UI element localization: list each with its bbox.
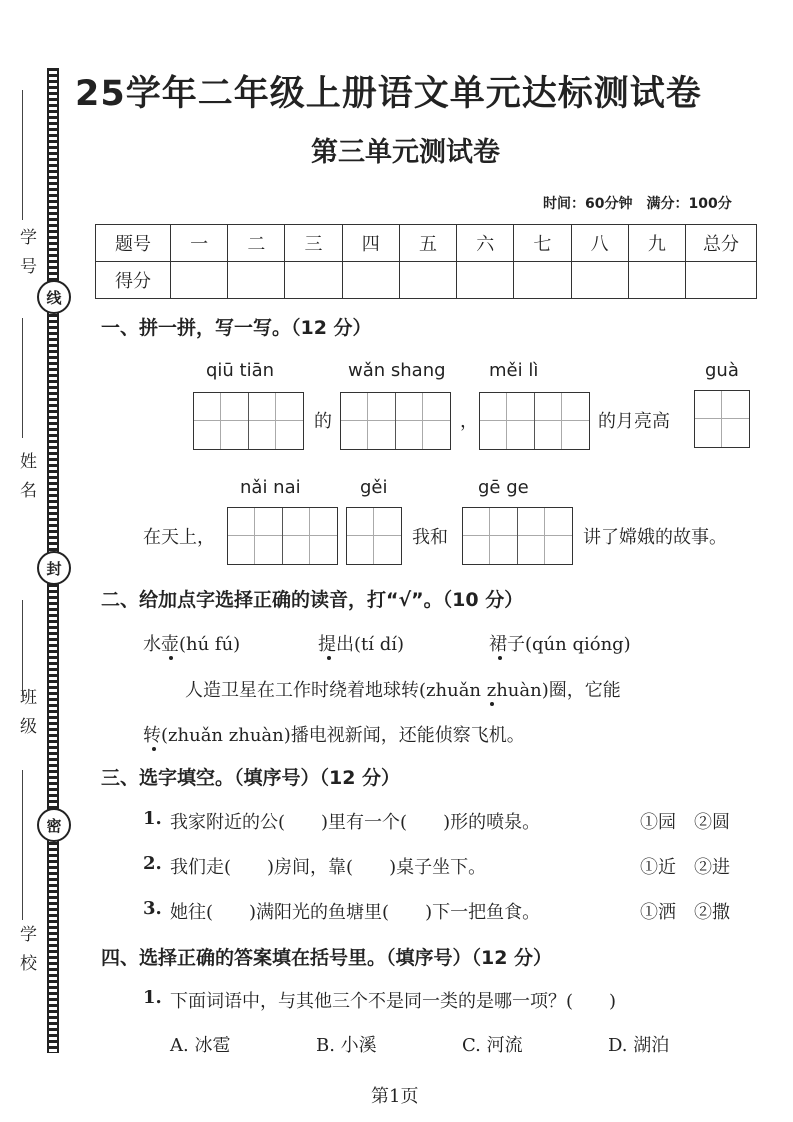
score-input-cell[interactable] — [457, 262, 514, 299]
q2-item-shuihu[interactable]: 水壶(hú fú) — [143, 634, 241, 655]
school-line — [22, 770, 23, 920]
score-input-cell[interactable] — [686, 262, 757, 299]
time-info: 时间：60分钟 满分：100分 — [543, 196, 732, 212]
score-input-cell[interactable] — [285, 262, 342, 299]
grid-cell[interactable] — [535, 393, 589, 449]
q1-text-moon: 的月亮高 — [598, 411, 670, 432]
writing-grid-gei[interactable] — [346, 507, 402, 565]
emphasis-dot — [490, 702, 494, 706]
school-label: 学校 — [16, 925, 36, 983]
table-cell: 六 — [457, 225, 514, 262]
emphasis-dot — [169, 656, 173, 660]
pinyin-wanshang: wǎn shang — [348, 360, 446, 381]
score-input-cell[interactable] — [171, 262, 228, 299]
q4-option-b[interactable]: B. 小溪 — [316, 1035, 377, 1056]
score-input-cell[interactable] — [628, 262, 685, 299]
score-input-cell[interactable] — [399, 262, 456, 299]
page-subtitle: 第三单元测试卷 — [311, 137, 500, 168]
q4-item-number: 1. — [143, 987, 162, 1008]
q3-item-options: ①洒 ②撒 — [640, 902, 730, 923]
q1-text-comma: ， — [460, 411, 478, 432]
grid-cell[interactable] — [347, 508, 401, 564]
q4-heading: 四、选择正确的答案填在括号里。（填序号）（12 分） — [101, 947, 553, 969]
q1-text-de: 的 — [314, 411, 332, 432]
q2-sentence-line1[interactable]: 人造卫星在工作时绕着地球转(zhuǎn zhuàn)圈，它能 — [185, 680, 621, 701]
grid-cell[interactable] — [396, 393, 450, 449]
table-row — [96, 262, 757, 299]
pinyin-nainai: nǎi nai — [240, 477, 301, 498]
pinyin-gua: guà — [705, 360, 739, 381]
writing-grid-qiutian[interactable] — [193, 392, 304, 450]
writing-grid-wanshang[interactable] — [340, 392, 451, 450]
q2-item-tichu[interactable]: 提出(tí dí) — [318, 634, 405, 655]
table-cell: 得分 — [96, 262, 171, 299]
writing-grid-nainai[interactable] — [227, 507, 338, 565]
class-label: 班级 — [16, 688, 36, 746]
q3-item-options: ①园 ②圆 — [640, 812, 730, 833]
q3-item-number: 1. — [143, 808, 162, 829]
q1-text-wohe: 我和 — [412, 527, 448, 548]
name-label: 姓名 — [16, 452, 36, 510]
grid-cell[interactable] — [194, 393, 249, 449]
q4-option-d[interactable]: D. 湖泊 — [608, 1035, 670, 1056]
q4-option-a[interactable]: A. 冰雹 — [170, 1035, 231, 1056]
q3-item-text[interactable]: 她往( )满阳光的鱼塘里( )下一把鱼食。 — [170, 902, 541, 923]
pinyin-gege: gē ge — [478, 477, 529, 498]
table-cell: 四 — [342, 225, 399, 262]
grid-cell[interactable] — [228, 508, 283, 564]
score-input-cell[interactable] — [228, 262, 285, 299]
table-cell: 七 — [514, 225, 571, 262]
grid-cell[interactable] — [249, 393, 303, 449]
name-line — [22, 318, 23, 438]
q3-item-number: 3. — [143, 898, 162, 919]
class-line — [22, 600, 23, 695]
pinyin-meili: měi lì — [489, 360, 539, 381]
seal-circle-mi: 密 — [37, 808, 71, 842]
score-input-cell[interactable] — [342, 262, 399, 299]
table-cell: 题号 — [96, 225, 171, 262]
q1-heading: 一、拼一拼，写一写。（12 分） — [101, 317, 372, 339]
writing-grid-gua[interactable] — [694, 390, 750, 448]
q3-heading: 三、选字填空。（填序号）（12 分） — [101, 767, 401, 789]
q3-item-text[interactable]: 我们走( )房间，靠( )桌子坐下。 — [170, 857, 487, 878]
score-input-cell[interactable] — [571, 262, 628, 299]
q3-item-options: ①近 ②进 — [640, 857, 730, 878]
table-row — [96, 225, 757, 262]
q2-item-qunzi[interactable]: 裙子(qún qióng) — [489, 634, 631, 655]
q4-item-text[interactable]: 下面词语中，与其他三个不是同一类的是哪一项？( ) — [170, 991, 617, 1012]
student-id-line — [22, 90, 23, 220]
writing-grid-meili[interactable] — [479, 392, 590, 450]
table-cell: 一 — [171, 225, 228, 262]
pinyin-qiutian: qiū tiān — [206, 360, 275, 381]
seal-circle-feng: 封 — [37, 551, 71, 585]
page-title: 25学年二年级上册语文单元达标测试卷 — [75, 74, 702, 114]
emphasis-dot — [327, 656, 331, 660]
student-id-label: 学号 — [16, 228, 36, 286]
grid-cell[interactable] — [463, 508, 518, 564]
table-cell: 五 — [399, 225, 456, 262]
q3-item-text[interactable]: 我家附近的公( )里有一个( )形的喷泉。 — [170, 812, 541, 833]
q2-heading: 二、给加点字选择正确的读音，打“√”。（10 分） — [101, 589, 524, 611]
q2-sentence-line2[interactable]: 转(zhuǎn zhuàn)播电视新闻，还能侦察飞机。 — [143, 725, 525, 746]
grid-cell[interactable] — [518, 508, 572, 564]
grid-cell[interactable] — [341, 393, 396, 449]
q4-option-c[interactable]: C. 河流 — [462, 1035, 523, 1056]
table-cell: 总分 — [686, 225, 757, 262]
table-cell: 二 — [228, 225, 285, 262]
table-cell: 三 — [285, 225, 342, 262]
grid-cell[interactable] — [695, 391, 749, 447]
emphasis-dot — [498, 656, 502, 660]
pinyin-gei: gěi — [360, 477, 388, 498]
writing-grid-gege[interactable] — [462, 507, 573, 565]
grid-cell[interactable] — [480, 393, 535, 449]
emphasis-dot — [152, 747, 156, 751]
q1-text-tian: 在天上， — [143, 527, 215, 548]
q1-text-story: 讲了嫦娥的故事。 — [583, 527, 727, 548]
score-input-cell[interactable] — [514, 262, 571, 299]
page-number: 第1页 — [371, 1086, 419, 1107]
grid-cell[interactable] — [283, 508, 337, 564]
score-table — [95, 224, 757, 299]
table-cell: 八 — [571, 225, 628, 262]
q3-item-number: 2. — [143, 853, 162, 874]
seal-circle-xian: 线 — [37, 280, 71, 314]
table-cell: 九 — [628, 225, 685, 262]
